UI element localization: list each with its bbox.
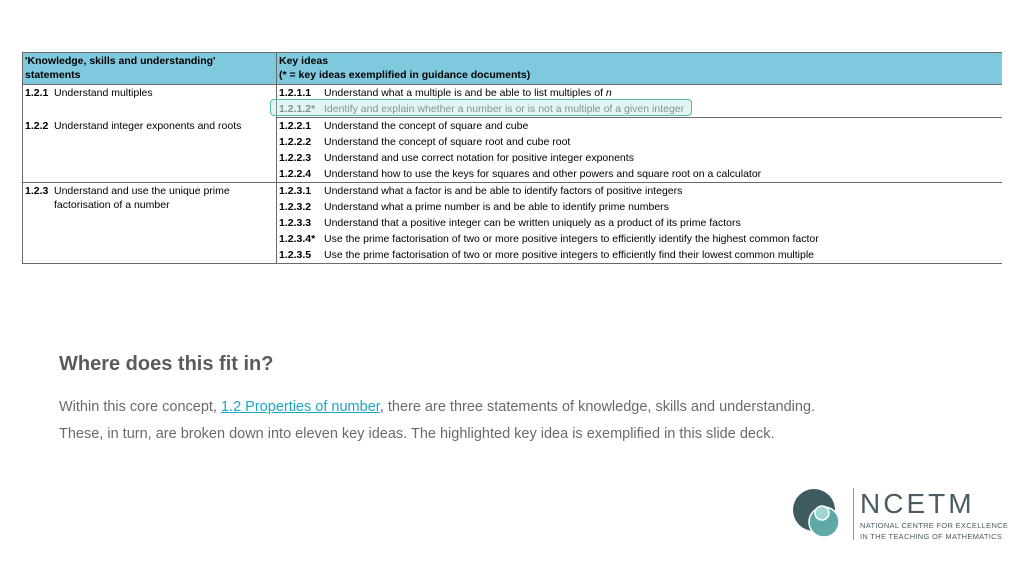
key-idea-code: 1.2.2.4 (279, 168, 312, 180)
key-idea-code: 1.2.3.5 (279, 249, 312, 261)
header-statements (23, 53, 277, 85)
header-key-ideas (277, 53, 1002, 85)
logo-tagline-2: IN THE TEACHING OF MATHEMATICS (860, 532, 1003, 541)
header-key-ideas-line-2: (* = key ideas exemplified in guidance documents) (279, 69, 531, 81)
table-row (23, 85, 1002, 102)
statement-code: 1.2.2 (25, 119, 49, 132)
intro-text-after: , there are three statements of knowledge, skills and understanding. (379, 399, 816, 415)
table-row (23, 118, 1002, 135)
key-idea-cell (277, 101, 1002, 118)
key-idea-code: 1.2.3.3 (279, 217, 312, 229)
key-idea-code: 1.2.2.1 (279, 120, 312, 132)
statement-text: Understand multiples (54, 87, 153, 99)
key-idea-text: Identify and explain whether a number is or is not a multiple of a given integer (324, 103, 685, 115)
statement-text: Understand and use the unique prime factorisation of a number (54, 185, 230, 211)
ncetm-logo (790, 486, 1009, 546)
key-idea-text: Understand what a prime number is and be able to identify prime numbers (324, 201, 669, 213)
breakdown-paragraph: These, in turn, are broken down into eleven key ideas. The highlighted key idea is exemplified in this slide deck. (59, 426, 775, 442)
intro-paragraph (59, 399, 815, 415)
statement-cell (23, 183, 277, 264)
statement-code: 1.2.3 (25, 185, 49, 197)
key-idea-code: 1.2.3.1 (279, 185, 312, 197)
key-ideas-table (22, 52, 1002, 264)
statement-code: 1.2.1 (25, 87, 49, 99)
key-idea-code: 1.2.1.1 (279, 87, 312, 99)
logo-divider (853, 488, 854, 540)
key-idea-text: Use the prime factorisation of two or more positive integers to efficiently identify the highest common factor (324, 233, 819, 245)
key-idea-text: Understand what a factor is and be able to identify factors of positive integers (324, 185, 683, 197)
key-idea-text: Understand what a multiple is and be able to list multiples of (324, 87, 603, 99)
key-idea-cell (277, 118, 1002, 135)
table-row (23, 183, 1002, 200)
key-idea-italic: n (605, 87, 612, 99)
key-idea-cell (277, 231, 1002, 247)
key-idea-code: 1.2.3.2 (279, 201, 312, 213)
key-idea-text: Understand the concept of square root and cube root (324, 136, 571, 148)
key-idea-code: 1.2.2.3 (279, 152, 312, 164)
key-idea-cell (277, 199, 1002, 215)
statement-text: Understand integer exponents and roots (54, 119, 242, 132)
key-idea-cell (277, 247, 1002, 264)
header-statements-line-1: 'Knowledge, skills and understanding' (25, 55, 216, 67)
key-idea-cell (277, 134, 1002, 150)
key-idea-cell (277, 85, 1002, 102)
logo-tagline-1: NATIONAL CENTRE FOR EXCELLENCE (860, 521, 1009, 530)
key-idea-code: 1.2.2.2 (279, 136, 312, 148)
key-idea-cell (277, 166, 1002, 183)
header-statements-line-2: statements (25, 69, 81, 81)
key-idea-text: Understand and use correct notation for positive integer exponents (324, 152, 634, 164)
key-idea-cell (277, 215, 1002, 231)
logo-wordmark: NCETM (860, 488, 975, 519)
ncetm-logo-mark-icon (790, 486, 852, 544)
key-idea-cell (277, 150, 1002, 166)
statement-cell (23, 118, 277, 183)
key-idea-text: Use the prime factorisation of two or more positive integers to efficiently find their lowest common multiple (324, 249, 815, 261)
section-heading: Where does this fit in? (59, 353, 274, 375)
header-key-ideas-line-1: Key ideas (279, 55, 329, 67)
statement-cell (23, 85, 277, 118)
key-idea-code: 1.2.3.4* (279, 233, 316, 245)
key-idea-cell (277, 183, 1002, 200)
intro-text-before: Within this core concept, (59, 399, 221, 415)
table-header-row (23, 53, 1002, 85)
key-idea-text: Understand how to use the keys for squares and other powers and square root on a calculator (324, 168, 762, 180)
key-idea-text: Understand that a positive integer can be written uniquely as a product of its prime factors (324, 217, 741, 229)
key-idea-code: 1.2.1.2* (279, 103, 316, 115)
key-idea-text: Understand the concept of square and cube (324, 120, 529, 132)
properties-of-number-link[interactable]: 1.2 Properties of number (221, 399, 380, 415)
